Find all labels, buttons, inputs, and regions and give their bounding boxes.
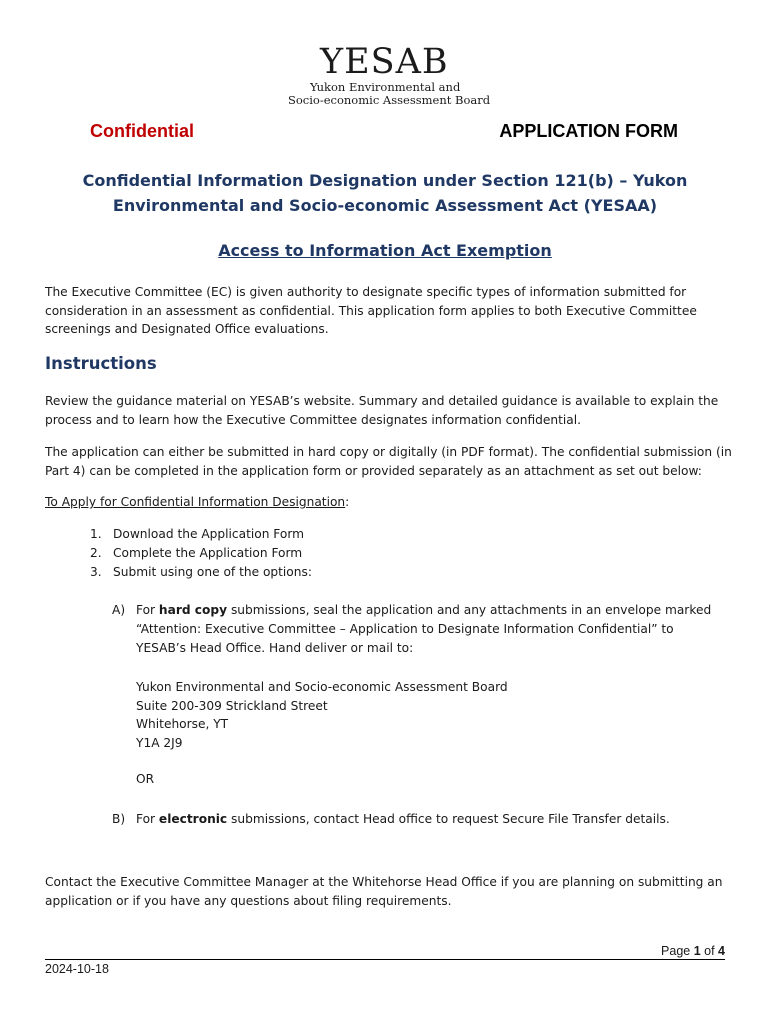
logo-wordmark: YESAB — [320, 42, 449, 82]
list-item — [90, 525, 312, 544]
instructions-paragraph-2: The application can either be submitted in hard copy or digitally (in PDF format). The confidential submission (in Part 4) can be completed in the application form or provided separately as an attachment as set out below: — [45, 445, 732, 478]
address-line-4: Y1A 2J9 — [136, 735, 183, 750]
head-office-address — [136, 678, 508, 752]
step-text: Download the Application Form — [113, 527, 305, 541]
document-subtitle: Access to Information Act Exemption — [218, 241, 552, 260]
contact-paragraph: Contact the Executive Committee Manager at the Whitehorse Head Office if you are planning on submitting an application or if you have any questions about filing requirements. — [45, 875, 723, 908]
apply-heading-colon: : — [345, 495, 350, 509]
option-a-label: A) — [112, 603, 126, 617]
page-current: 1 — [693, 944, 701, 958]
apply-heading-text: To Apply for Confidential Information Designation — [45, 495, 346, 509]
document-title — [60, 168, 710, 218]
document-date: 2024-10-18 — [45, 962, 109, 976]
page-word: Page — [661, 944, 694, 958]
option-a-post: submissions, seal the application and any attachments in an envelope marked “Attention: Executive Committee – Application to Designate Information Confidential” to YESAB’s Head Office. Hand deliver or mail to: — [136, 603, 712, 655]
option-b-post: submissions, contact Head office to request Secure File Transfer details. — [227, 812, 670, 826]
application-form-label: APPLICATION FORM — [499, 121, 678, 141]
option-b-text — [136, 810, 726, 829]
option-b-label: B) — [112, 812, 126, 826]
instructions-paragraph-1: Review the guidance material on YESAB’s website. Summary and detailed guidance is available to explain the process and to learn how the Executive Committee designates information confidential. — [45, 394, 719, 427]
footer-divider — [45, 959, 725, 960]
list-item — [90, 563, 312, 582]
step-text: Submit using one of the options: — [113, 565, 312, 579]
logo-line-2: Socio-economic Assessment Board — [288, 93, 491, 107]
page-total: 4 — [718, 944, 725, 958]
logo-line-1: Yukon Environmental and — [310, 80, 461, 94]
option-b-pre: For — [136, 812, 159, 826]
address-line-2: Suite 200-309 Strickland Street — [136, 698, 328, 713]
option-a-text — [136, 601, 726, 658]
step-number: 1. — [90, 527, 102, 541]
intro-paragraph: The Executive Committee (EC) is given authority to designate specific types of information submitted for consideration in an assessment as confidential. This application form applies to both Executive Committee screenings and Designated Office evaluations. — [45, 285, 697, 336]
apply-heading — [45, 493, 735, 512]
or-separator: OR — [136, 772, 155, 786]
step-text: Complete the Application Form — [113, 546, 303, 560]
page-of: of — [700, 944, 719, 958]
title-line-2: Environmental and Socio-economic Assessment Act (YESAA) — [112, 196, 658, 215]
option-a-bold: hard copy — [158, 603, 228, 617]
address-line-3: Whitehorse, YT — [136, 717, 229, 731]
step-number: 3. — [90, 565, 102, 579]
apply-steps-list — [90, 525, 312, 582]
instructions-heading: Instructions — [45, 354, 157, 373]
address-line-1: Yukon Environmental and Socio-economic Assessment Board — [136, 680, 508, 694]
option-a-pre: For — [136, 603, 159, 617]
step-number: 2. — [90, 546, 102, 560]
confidential-label: Confidential — [90, 121, 194, 141]
page-number — [661, 944, 725, 958]
title-line-1: Confidential Information Designation under Section 121(b) – Yukon — [82, 171, 688, 190]
option-b-bold: electronic — [158, 812, 228, 826]
list-item — [90, 544, 312, 563]
